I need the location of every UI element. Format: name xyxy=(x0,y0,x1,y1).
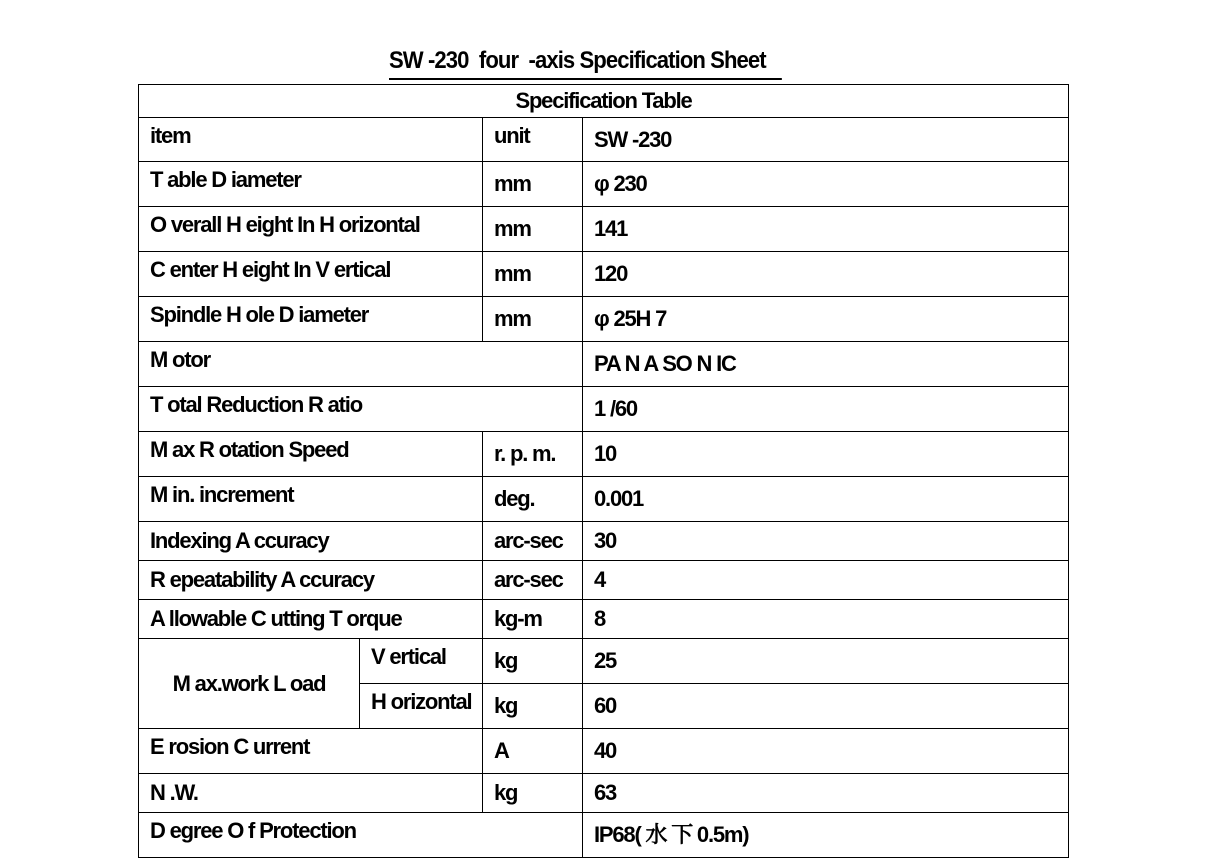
row-value: PA N A SO N IC xyxy=(583,342,1069,387)
row-item: O verall H eight In H orizontal xyxy=(139,207,483,252)
row-item: T able D iameter xyxy=(139,162,483,207)
table-row xyxy=(139,729,1069,774)
row-unit: kg xyxy=(483,774,583,813)
row-unit: arc-sec xyxy=(483,561,583,600)
row-value: 120 xyxy=(583,252,1069,297)
row-unit: mm xyxy=(483,162,583,207)
row-item: A llowable C utting T orque xyxy=(139,600,483,639)
table-row xyxy=(139,600,1069,639)
row-value: 60 xyxy=(583,684,1069,729)
table-caption: Specification Table xyxy=(139,85,1069,118)
row-value: 30 xyxy=(583,522,1069,561)
table-row xyxy=(139,342,1069,387)
row-item: Indexing A ccuracy xyxy=(139,522,483,561)
row-unit: kg xyxy=(483,639,583,684)
row-item: R epeatability A ccuracy xyxy=(139,561,483,600)
row-unit: A xyxy=(483,729,583,774)
row-item: T otal Reduction R atio xyxy=(139,387,583,432)
row-value: 40 xyxy=(583,729,1069,774)
specification-table xyxy=(138,84,1069,858)
row-item: C enter H eight In V ertical xyxy=(139,252,483,297)
row-value: 63 xyxy=(583,774,1069,813)
table-row xyxy=(139,162,1069,207)
table-row xyxy=(139,252,1069,297)
row-value: 141 xyxy=(583,207,1069,252)
table-row xyxy=(139,561,1069,600)
row-value: 25 xyxy=(583,639,1069,684)
header-item: item xyxy=(139,118,483,162)
table-row xyxy=(139,387,1069,432)
work-load-label: M ax.work L oad xyxy=(139,639,360,729)
row-unit: kg xyxy=(483,684,583,729)
row-value: 4 xyxy=(583,561,1069,600)
table-row xyxy=(139,432,1069,477)
row-value: φ 230 xyxy=(583,162,1069,207)
table-row xyxy=(139,477,1069,522)
row-value: IP68( 水 下 0.5m) xyxy=(583,813,1069,858)
row-value: 10 xyxy=(583,432,1069,477)
row-item: Spindle H ole D iameter xyxy=(139,297,483,342)
document-title: SW -230 four -axis Specification Sheet xyxy=(389,46,782,80)
row-item: E rosion C urrent xyxy=(139,729,483,774)
header-model: SW -230 xyxy=(583,118,1069,162)
row-unit: mm xyxy=(483,252,583,297)
row-unit: mm xyxy=(483,207,583,252)
row-value: 0.001 xyxy=(583,477,1069,522)
row-unit: kg-m xyxy=(483,600,583,639)
row-value: 1 /60 xyxy=(583,387,1069,432)
column-header-row xyxy=(139,118,1069,162)
table-row xyxy=(139,522,1069,561)
row-value: 8 xyxy=(583,600,1069,639)
table-row xyxy=(139,813,1069,858)
row-item: D egree O f Protection xyxy=(139,813,583,858)
table-row xyxy=(139,207,1069,252)
row-unit: deg. xyxy=(483,477,583,522)
work-load-vertical-label: V ertical xyxy=(360,639,483,684)
row-value: φ 25H 7 xyxy=(583,297,1069,342)
row-unit: r. p. m. xyxy=(483,432,583,477)
table-row xyxy=(139,774,1069,813)
row-unit: mm xyxy=(483,297,583,342)
row-item: M in. increment xyxy=(139,477,483,522)
table-row-work-load-vertical xyxy=(139,639,1069,684)
row-item: M otor xyxy=(139,342,583,387)
row-item: M ax R otation Speed xyxy=(139,432,483,477)
row-item: N .W. xyxy=(139,774,483,813)
header-unit: unit xyxy=(483,118,583,162)
row-unit: arc-sec xyxy=(483,522,583,561)
work-load-horizontal-label: H orizontal xyxy=(360,684,483,729)
table-row xyxy=(139,297,1069,342)
